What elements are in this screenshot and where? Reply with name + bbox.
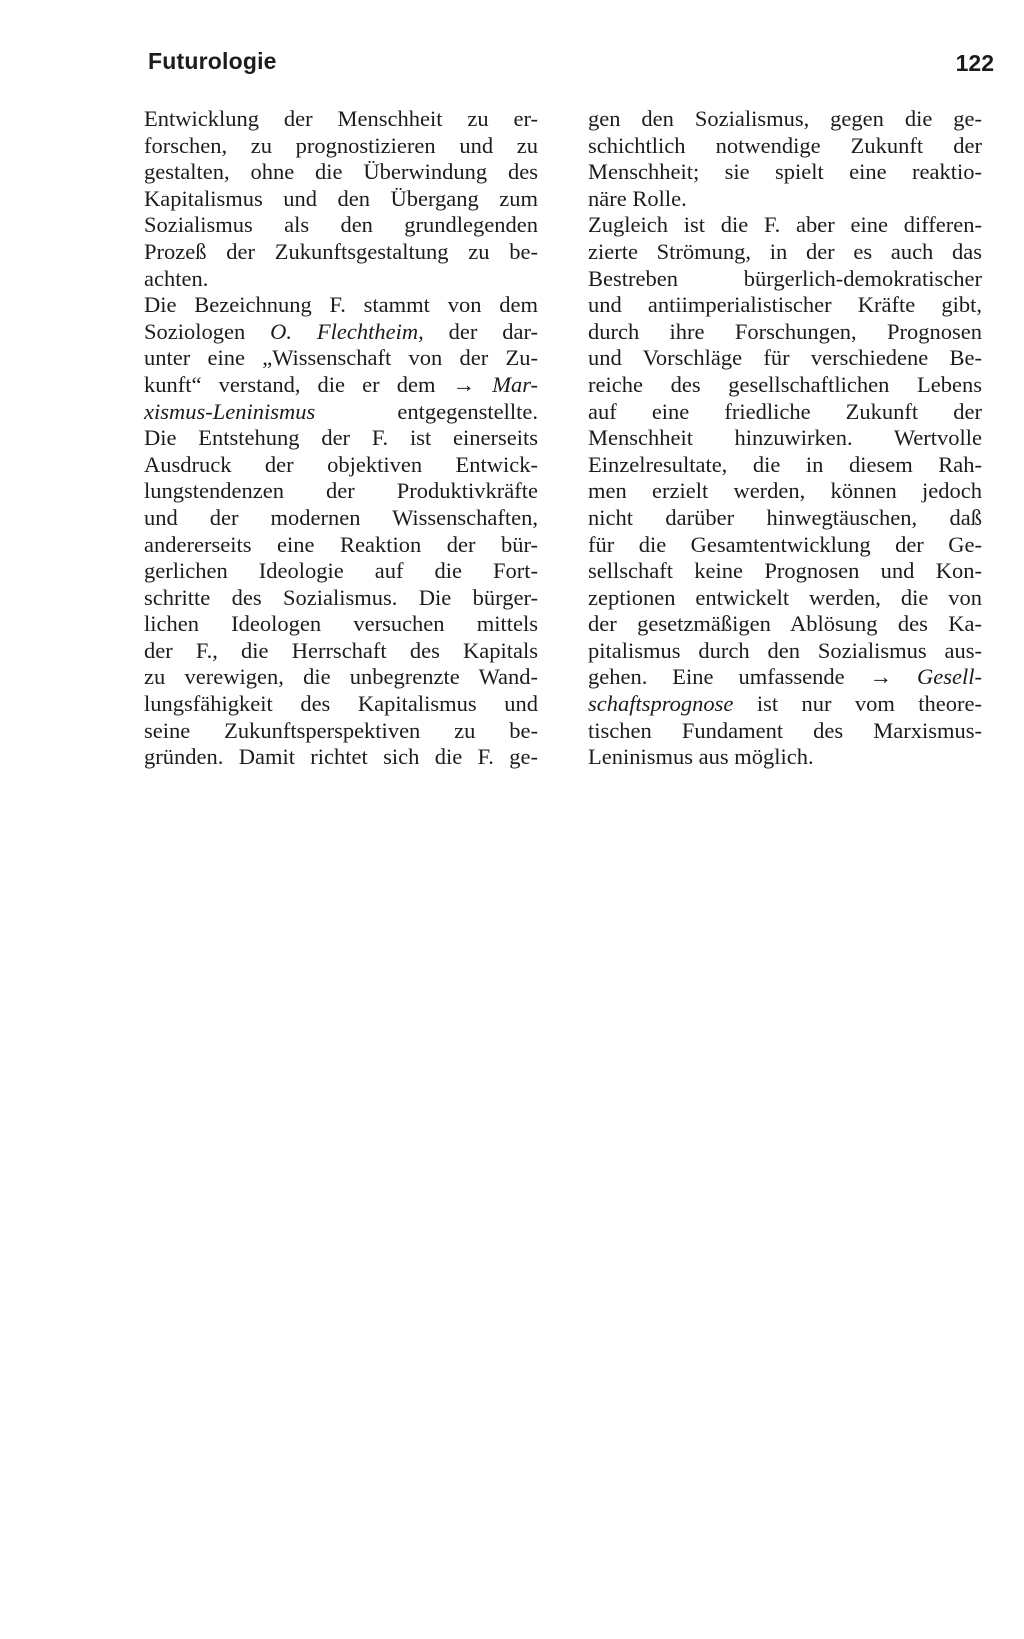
text-line: lichen Ideologen versuchen mittels (144, 611, 538, 637)
text-line: gen den Sozialismus, gegen die ge- (588, 106, 982, 131)
text-line: Zugleich ist die F. aber eine differen- (588, 212, 982, 238)
text-line: Menschheit hinzuwirken. Wertvolle (588, 425, 982, 451)
text-line: Entwicklung der Menschheit zu er- (144, 106, 538, 131)
text-line: gestalten, ohne die Überwindung des (144, 159, 538, 185)
text-line: zierte Strömung, in der es auch das (588, 238, 982, 264)
text-line: Menschheit; sie spielt eine reaktio- (588, 159, 982, 185)
text-line: reiche des gesellschaftlichen Lebens (588, 371, 982, 397)
text-line: der gesetzmäßigen Ablösung des Ka- (588, 611, 982, 637)
text-line: und antiimperialistischer Kräfte gibt, (588, 292, 982, 318)
text-line: für die Gesamtentwicklung der Ge- (588, 531, 982, 557)
text-line: pitalismus durch den Sozialismus aus- (588, 637, 982, 663)
text-line: xismus-Leninismus entgegenstellte. (144, 398, 538, 424)
text-line: durch ihre Forschungen, Prognosen (588, 318, 982, 344)
text-line: schritte des Sozialismus. Die bürger- (144, 584, 538, 610)
text-line: schichtlich notwendige Zukunft der (588, 132, 982, 158)
text-line: Ausdruck der objektiven Entwick- (144, 451, 538, 477)
text-line: sellschaft keine Prognosen und Kon- (588, 558, 982, 584)
text-line: kunft“ verstand, die er dem → Mar- (144, 371, 538, 397)
text-line: schaftsprognose ist nur vom theore- (588, 691, 982, 717)
text-line: Soziologen O. Flechtheim, der dar- (144, 318, 538, 344)
left-text-column (144, 106, 538, 771)
text-line: Einzelresultate, die in diesem Rah- (588, 451, 982, 477)
text-line: men erzielt werden, können jedoch (588, 478, 982, 504)
text-line: forschen, zu prognostizieren und zu (144, 132, 538, 158)
text-line: achten. (144, 265, 209, 291)
text-line: zu verewigen, die unbegrenzte Wand- (144, 664, 538, 690)
text-line: gerlichen Ideologie auf die Fort- (144, 558, 538, 584)
text-line: gründen. Damit richtet sich die F. ge- (144, 744, 538, 770)
text-line: tischen Fundament des Marxismus- (588, 717, 982, 743)
text-line: Prozeß der Zukunftsgestaltung zu be- (144, 238, 538, 264)
text-line: andererseits eine Reaktion der bür- (144, 531, 538, 557)
text-line: und Vorschläge für verschiedene Be- (588, 345, 982, 371)
text-line: lungsfähigkeit des Kapitalismus und (144, 691, 538, 717)
text-line: und der modernen Wissenschaften, (144, 504, 538, 530)
text-line: Leninismus aus möglich. (588, 744, 814, 770)
text-line: näre Rolle. (588, 185, 687, 211)
text-line: auf eine friedliche Zukunft der (588, 398, 982, 424)
text-line: Sozialismus als den grundlegenden (144, 212, 538, 238)
text-line: unter eine „Wissenschaft von der Zu- (144, 345, 538, 371)
text-line: Bestreben bürgerlich-demokratischer (588, 265, 982, 291)
text-line: Die Entstehung der F. ist einerseits (144, 425, 538, 451)
text-line: Die Bezeichnung F. stammt von dem (144, 292, 538, 318)
text-line: gehen. Eine umfassende → Gesell- (588, 664, 982, 690)
text-line: zeptionen entwickelt werden, die von (588, 584, 982, 610)
text-line: nicht darüber hinwegtäuschen, daß (588, 504, 982, 530)
text-line: seine Zukunftsperspektiven zu be- (144, 717, 538, 743)
text-line: Kapitalismus und den Übergang zum (144, 185, 538, 211)
right-text-column (588, 106, 982, 771)
page-number: 122 (955, 50, 994, 76)
text-line: lungstendenzen der Produktivkräfte (144, 478, 538, 504)
page-title: Futurologie (148, 48, 277, 74)
text-line: der F., die Herrschaft des Kapitals (144, 637, 538, 663)
